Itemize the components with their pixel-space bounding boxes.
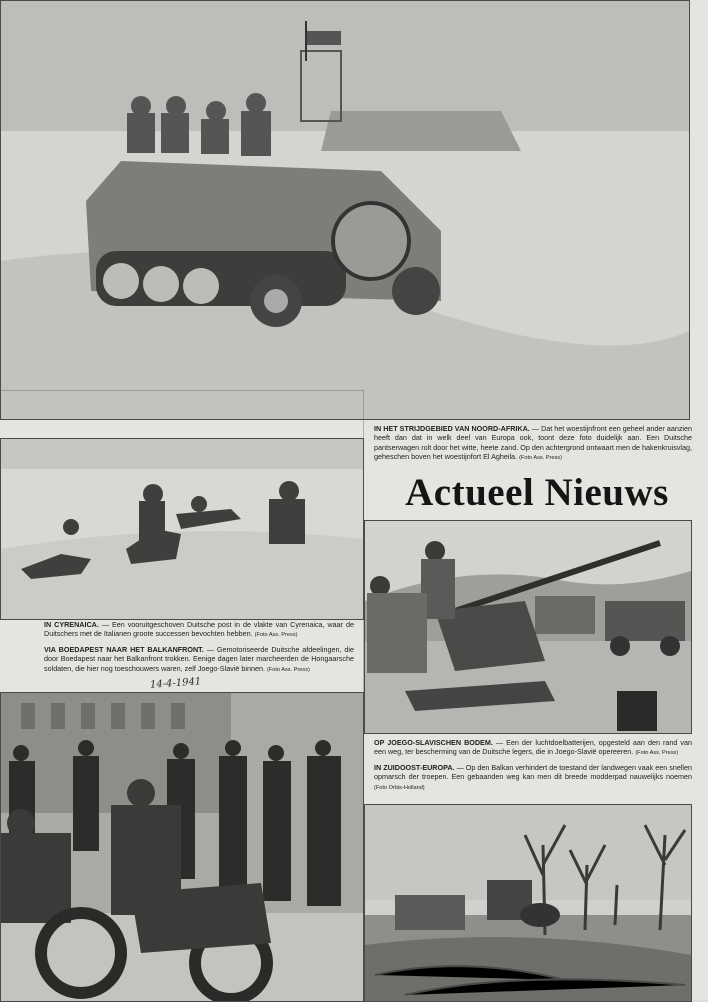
caption-joego-slavie-credit: (Foto Ass. Press) xyxy=(635,750,679,757)
handwritten-date: 14-4-1941 xyxy=(149,676,202,691)
caption-joego-slavie-head: OP JOEGO-SLAVISCHEN BODEM. xyxy=(374,738,493,747)
caption-noord-afrika xyxy=(374,424,692,464)
caption-noord-afrika-credit: (Foto Ass. Press) xyxy=(519,455,562,462)
caption-cyrenaica-body: — Een vooruitgeschoven Duitsche post in de vlakte van Cyrenaica, waar de Duitschers met de Italianen groote successen bevochten hebben. xyxy=(44,620,354,639)
photo-joego-slavie xyxy=(364,520,692,734)
caption-cyrenaica-credit: (Foto Ass. Press) xyxy=(254,632,298,639)
cyrenaica-photo xyxy=(1,439,363,619)
caption-noord-afrika-body: — Dat het woestijnfront een geheel ander aanzien heeft dan dat in welk deel van Europa ook, toont deze foto duidelijk aan. Een Duitsche pantserwagen rolt door het witte, heete zand. Op den achtergrond ontwaart men de hakenkruisvlag, geheschen boven het woestijnfort El Agheila. xyxy=(374,424,692,462)
photo-noord-afrika xyxy=(0,0,690,420)
caption-joego-slavie xyxy=(374,738,692,797)
caption-cyrenaica-head: IN CYRENAICA. xyxy=(44,620,99,629)
caption-zuidoost-head: IN ZUIDOOST-EUROPA. xyxy=(374,762,455,772)
boedapest-photo xyxy=(1,693,363,1001)
photo-zuidoost-europa xyxy=(364,804,692,1002)
fold-line-horizontal xyxy=(0,390,363,391)
fold-line-vertical xyxy=(363,390,364,1000)
caption-boedapest-credit: (Foto Ass. Press) xyxy=(266,666,310,673)
caption-zuidoost-body: — Op den Balkan verhindert de toestand der landwegen vaak een snellen opmarsch der troepen. Een gebaanden weg kan men dit breede modderpad nauwelijks noemen xyxy=(374,762,693,782)
caption-boedapest-body: — Gemotoriseerde Duitsche afdeelingen, die door Boedapest naar het Balkanfront trokken. Eenige dagen later marcheerden de Hongaarsche soldaten, die hier nog toeschouwers waren, zelf Joego-Slavië binnen. xyxy=(44,644,354,673)
masthead-title: Actueel Nieuws xyxy=(405,471,669,514)
photo-cyrenaica xyxy=(0,438,364,620)
caption-noord-afrika-head: IN HET STRIJDGEBIED VAN NOORD-AFRIKA. xyxy=(374,424,530,433)
halftrack-photo xyxy=(1,1,689,419)
caption-joego-slavie-body: — Een der luchtdoelbatterijen, opgesteld aan den rand van een weg, ter bescherming van de Duitsche legers, die in Joego-Slavië opereeren. xyxy=(374,738,692,757)
joego-slavie-photo xyxy=(365,521,691,733)
caption-zuidoost-credit: (Foto Orbis-Holland) xyxy=(374,784,425,791)
photo-boedapest xyxy=(0,692,364,1002)
caption-cyrenaica xyxy=(44,620,354,679)
caption-boedapest-head: VIA BOEDAPEST NAAR HET BALKANFRONT. xyxy=(44,644,204,654)
zuidoost-photo xyxy=(365,805,691,1001)
